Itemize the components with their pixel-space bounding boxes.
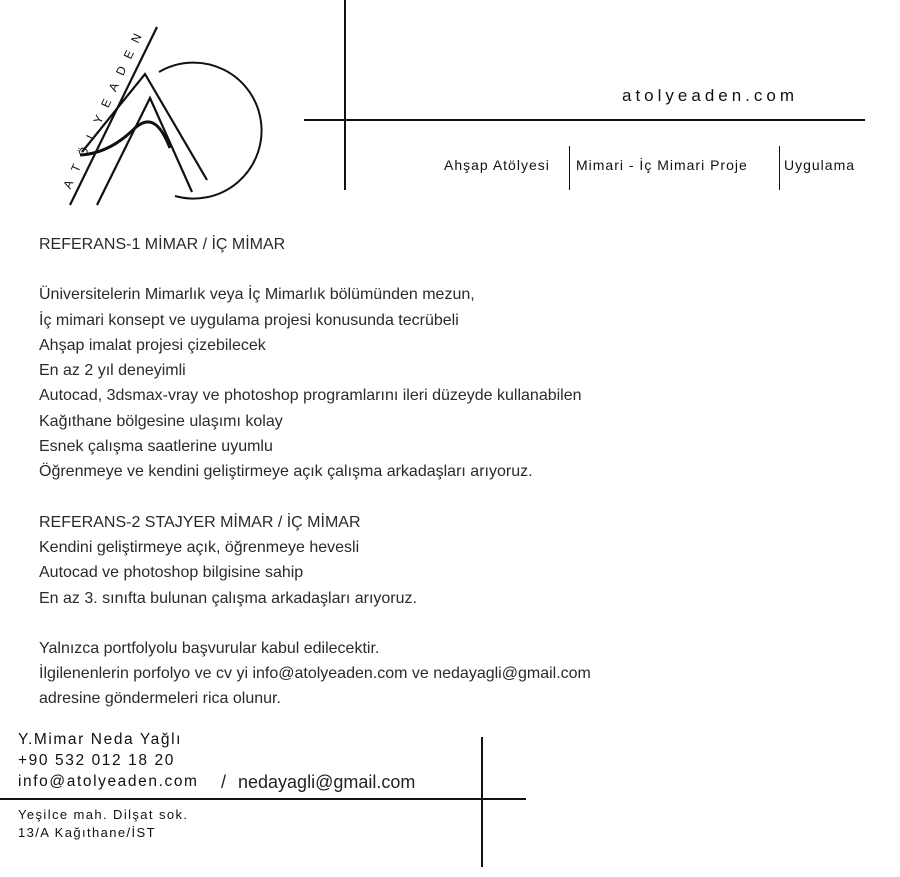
logo-letter: D: [113, 63, 130, 78]
logo-ring-text: [60, 31, 144, 190]
ref1-line: Autocad, 3dsmax-vray ve photoshop programlarını ileri düzeyde kullanabilen: [39, 387, 582, 405]
ref1-line: Esnek çalışma saatlerine uyumlu: [39, 438, 273, 456]
contact-name: Y.Mimar Neda Yağlı: [18, 731, 183, 748]
logo-letter: E: [120, 47, 137, 62]
service-application: Uygulama: [784, 157, 856, 173]
ref1-title: REFERANS-1 MİMAR / İÇ MİMAR: [39, 236, 286, 253]
logo-circle: [159, 63, 262, 199]
logo-letter: L: [83, 129, 99, 142]
ref2-line: En az 3. sınıfta bulunan çalışma arkadaşları arıyoruz.: [39, 589, 417, 607]
ref1-line: Ahşap imalat projesi çizebilecek: [39, 336, 266, 354]
logo-letter: A: [105, 80, 122, 94]
logo-vertical-divider: [344, 0, 346, 190]
ref1-line: En az 2 yıl deneyimli: [39, 362, 186, 380]
address-line-2: 13/A Kağıthane/İST: [18, 825, 156, 840]
contact-email-secondary: nedayagli@gmail.com: [238, 772, 416, 792]
service-wood-workshop: Ahşap Atölyesi: [444, 157, 550, 173]
ref2-title: REFERANS-2 STAJYER MİMAR / İÇ MİMAR: [39, 513, 361, 531]
logo-letter: Y: [90, 112, 107, 127]
website-label: atolyeaden.com: [622, 86, 799, 105]
logo-letter: T: [68, 161, 84, 175]
closing-line: Yalnızca portfolyolu başvurular kabul edilecektir.: [39, 639, 380, 657]
ref1-line: Öğrenmeye ve kendini geliştirmeye açık çalışma arkadaşları arıyoruz.: [39, 463, 533, 481]
ref1-line: İç mimari konsept ve uygulama projesi konusunda tecrübeli: [39, 311, 459, 329]
service-architecture: Mimari - İç Mimari Proje: [576, 157, 748, 173]
logo-triangle: [82, 74, 207, 180]
contact-email: info@atolyeaden.com: [18, 773, 199, 790]
logo-letter: Ö: [75, 144, 92, 160]
logo-letter: A: [60, 177, 77, 191]
footer-vertical-divider: [481, 737, 483, 867]
closing-line: İlgilenenlerin porfolyo ve cv yi info@atolyeaden.com ve nedayagli@gmail.com: [39, 665, 591, 683]
service-divider-2: [779, 146, 780, 190]
header-rule: [304, 119, 865, 121]
footer-rule: [0, 798, 526, 800]
atolyeaden-logo: [0, 0, 330, 230]
service-divider-1: [569, 146, 570, 190]
closing-line: adresine göndermeleri rica olunur.: [39, 690, 281, 708]
ref1-line: Kağıthane bölgesine ulaşımı kolay: [39, 412, 283, 430]
ref2-line: Kendini geliştirmeye açık, öğrenmeye hevesli: [39, 538, 360, 556]
ref1-line: Üniversitelerin Mimarlık veya İç Mimarlık bölümünden mezun,: [39, 286, 475, 304]
logo-letter: E: [98, 96, 115, 110]
email-separator: /: [221, 772, 227, 792]
logo-letter: N: [128, 31, 145, 46]
ref2-line: Autocad ve photoshop bilgisine sahip: [39, 564, 304, 582]
job-posting: [39, 232, 591, 712]
address-line-1: Yeşilce mah. Dilşat sok.: [18, 807, 189, 822]
contact-phone: +90 532 012 18 20: [18, 752, 175, 769]
